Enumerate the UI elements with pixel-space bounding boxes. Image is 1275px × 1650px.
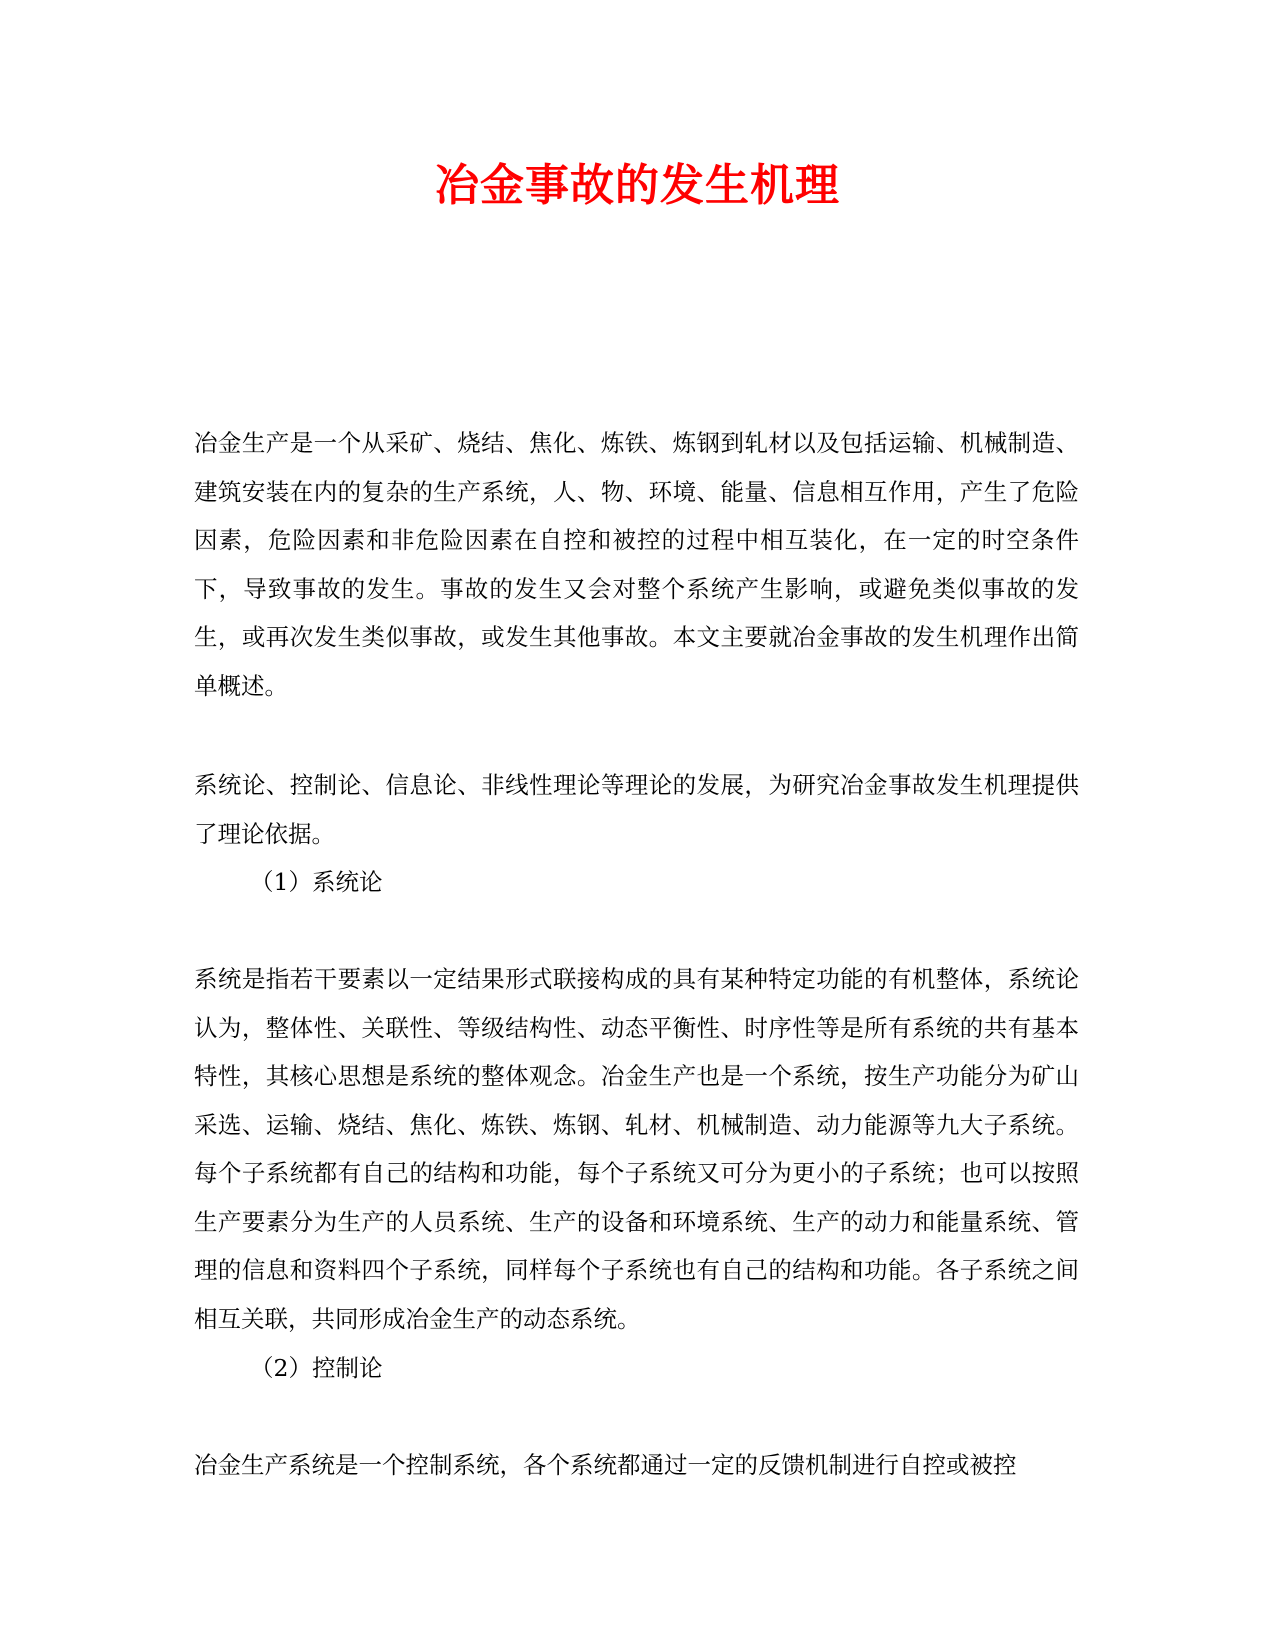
document-title: 冶金事故的发生机理 [435,160,840,211]
control-theory-paragraph: 冶金生产系统是一个控制系统，各个系统都通过一定的反馈机制进行自控或被控 [194,1451,1017,1479]
theory-paragraph: 系统论、控制论、信息论、非线性理论等理论的发展，为研究冶金事故发生机理提供了理论依据。 [194,771,1079,848]
system-theory-paragraph: 系统是指若干要素以一定结果形式联接构成的具有某种特定功能的有机整体，系统论认为，整体性、关联性、等级结构性、动态平衡性、时序性等是所有系统的共有基本特性，其核心思想是系统的整体观念。冶金生产也是一个系统，按生产功能分为矿山采选、运输、烧结、焦化、炼铁、炼钢、轧材、机械制造、动力能源等九大子系统。每个子系统都有自己的结构和功能，每个子系统又可分为更小的子系统；也可以按照生产要素分为生产的人员系统、生产的设备和环境系统、生产的动力和能量系统、管理的信息和资料四个子系统，同样每个子系统也有自己的结构和功能。各子系统之间相互关联，共同形成冶金生产的动态系统。 [194,965,1079,1333]
section-heading-control-theory: （2）控制论 [250,1354,383,1382]
intro-paragraph: 冶金生产是一个从采矿、烧结、焦化、炼铁、炼钢到轧材以及包括运输、机械制造、建筑安装在内的复杂的生产系统，人、物、环境、能量、信息相互作用，产生了危险因素，危险因素和非危险因素在自控和被控的过程中相互装化，在一定的时空条件下，导致事故的发生。事故的发生又会对整个系统产生影响，或避免类似事故的发生，或再次发生类似事故，或发生其他事故。本文主要就冶金事故的发生机理作出简单概述。 [194,429,1079,700]
section-heading-system-theory: （1）系统论 [250,868,383,896]
